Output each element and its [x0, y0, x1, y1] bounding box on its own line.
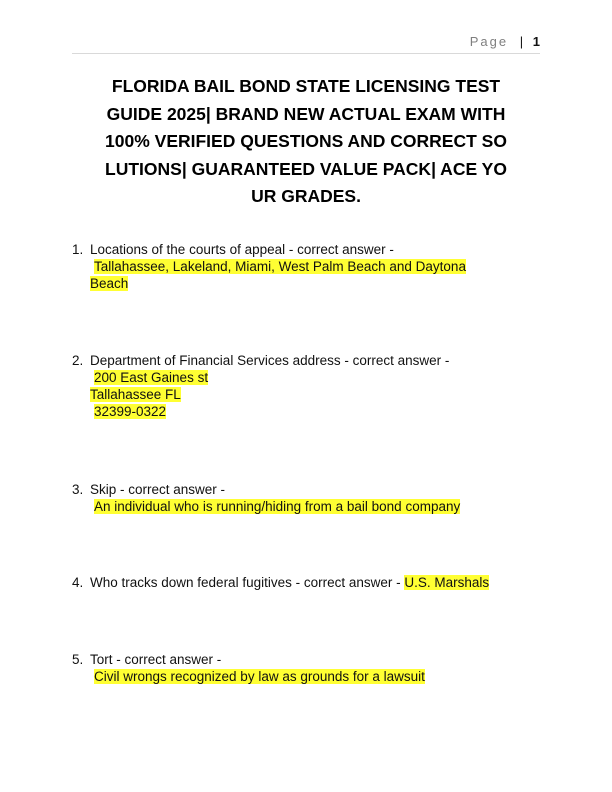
document-title [70, 73, 542, 211]
qa-item-1 [72, 241, 542, 292]
answer-line [90, 668, 542, 685]
answer-line [90, 275, 542, 292]
question-label: Department of Financial Services address - correct answer - [90, 353, 450, 368]
page-label: Page [469, 34, 509, 49]
qa-item-4 [72, 574, 542, 591]
answer-highlight: Tallahassee FL [90, 387, 181, 402]
title-line: 100% VERIFIED QUESTIONS AND CORRECT SO [105, 131, 507, 151]
item-number: 5. [72, 652, 84, 667]
answer-line [90, 369, 542, 386]
item-number: 1. [72, 242, 84, 257]
answer-highlight: 32399-0322 [94, 404, 167, 419]
qa-item-5 [72, 651, 542, 685]
title-line: FLORIDA BAIL BOND STATE LICENSING TEST [111, 76, 501, 96]
page-separator: | [519, 34, 524, 49]
question-text: Locations of the courts of appeal - correct answer - [90, 242, 394, 257]
question-text: Tort - correct answer - [90, 652, 222, 667]
answer-highlight: U.S. Marshals [404, 575, 490, 590]
question-text: Skip - correct answer - [90, 482, 226, 497]
answer-highlight: An individual who is running/hiding from a bail bond company [94, 499, 461, 514]
answer-line [90, 386, 542, 403]
item-number: 2. [72, 353, 84, 368]
answer-highlight: Civil wrongs recognized by law as grounds for a lawsuit [94, 669, 425, 684]
question-label: Who tracks down federal fugitives - correct answer - [90, 575, 401, 590]
title-line: UR GRADES. [251, 186, 361, 206]
question-text [90, 352, 542, 369]
item-number: 3. [72, 482, 84, 497]
qa-item-3 [72, 481, 542, 515]
title-line: LUTIONS| GUARANTEED VALUE PACK| ACE YO [105, 158, 507, 179]
qa-item-2 [72, 352, 542, 420]
title-line: GUIDE 2025| BRAND NEW ACTUAL EXAM WITH [106, 103, 506, 124]
item-number: 4. [72, 575, 84, 590]
answer-highlight: Tallahassee, Lakeland, Miami, West Palm Beach and Daytona [94, 259, 466, 274]
page-header [72, 34, 540, 54]
question-text [90, 574, 542, 591]
answer-line [90, 258, 542, 275]
answer-line [90, 498, 542, 515]
answer-highlight: Beach [90, 276, 129, 291]
answer-line [90, 403, 542, 420]
answer-highlight: 200 East Gaines st [94, 370, 209, 385]
page-number: 1 [532, 34, 540, 49]
